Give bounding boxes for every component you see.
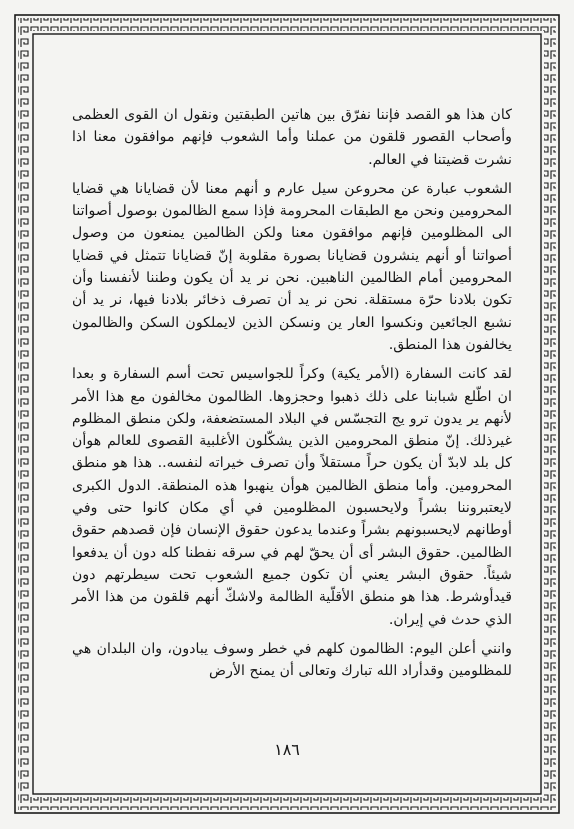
paragraph-4: وانني أعلن اليوم: الظالمون كلهم في خطر وسوف يبادون، وان البلدان هي للمظلومين وقدأراد الله تبارك وتعالى أن يمنح الأرض	[72, 640, 512, 680]
paragraph-2: الشعوب عبارة عن محروعن سيل عارم و أنهم معنا لأن قضايانا هي قضايا المحرومين ونحن مع الطبقات المحرومة فإذا سمع الظالمون بوصول أصواتنا الى المظلومين فإنهم موافقون معنا ولكن الظالمين يمنعون من وصول أصواتنا أو أنهم ينشرون قضايانا بصورة مقلوبة إنّ قضايانا تتمثل في قضايا المحرومين أمام الظالمين الناهبين. نحن نر يد أن يكون وطننا لأنفسنا وأن تكون بلادنا حرّة مستقلة. نحن نر يد أن تصرف ذخائر بلادنا فيها، نر يد أن نشبع الجائعين ونكسوا العار ين ونسكن الذين لايملكون السكن والظالمون يخالفون هذا المنطق.	[72, 180, 512, 353]
page-number: ١٨٦	[274, 740, 300, 759]
paragraph-3: لقد كانت السفارة (الأمر يكية) وكراً للجواسيس تحت أسم السفارة و بعدا ان اطّلع شبابنا على ذلك ذهبوا وحجزوها. الظالمون مخالفون مع هذا الأمر لأنهم ير يدون ترو يج التجسّس في البلاد المستضعفة، ولكن منطق المظلوم غيرذلك. إنّ منطق المحرومين الذين يشكّلون الأغلبية القصوى للعالم هوأن كل بلد لابدّ أن يكون حراً مستقلاً وأن تصرف خيراته لنفسه.. هذا هو منطق المحرومين. وأما منطق الظالمين هوأن ينهبوا هذه المنطقة. الدول الكبرى لايعتبروننا بشراً ولايحسبون المظلومين في أي مكان كانوا حتى وفي أوطانهم لايحسبونهم بشراً وعندما يدعون حقوق الإنسان فإن قصدهم حقوق الظالمين. حقوق البشر أى أن يحقّ لهم في سرقه نفطنا كله دون أن يدفعوا شيئاً. حقوق البشر يعني أن تكون جميع الشعوب تحت سيطرتهم دون قيدأوشرط. هذا هو منطق الأقلّية الظالمة ولاشكّ أنهم قلقون من هذا الأمر الذي حدث في إيران.	[72, 366, 512, 628]
paragraph-1: كان هذا هو القصد فإننا نفرّق بين هاتين الطبقتين ونقول ان القوى العظمى وأصحاب القصور قلقون من عملنا وأما الشعوب فإنهم موافقون معنا اذا نشرت قضيتنا في العالم.	[72, 107, 512, 168]
body-text	[72, 104, 512, 682]
